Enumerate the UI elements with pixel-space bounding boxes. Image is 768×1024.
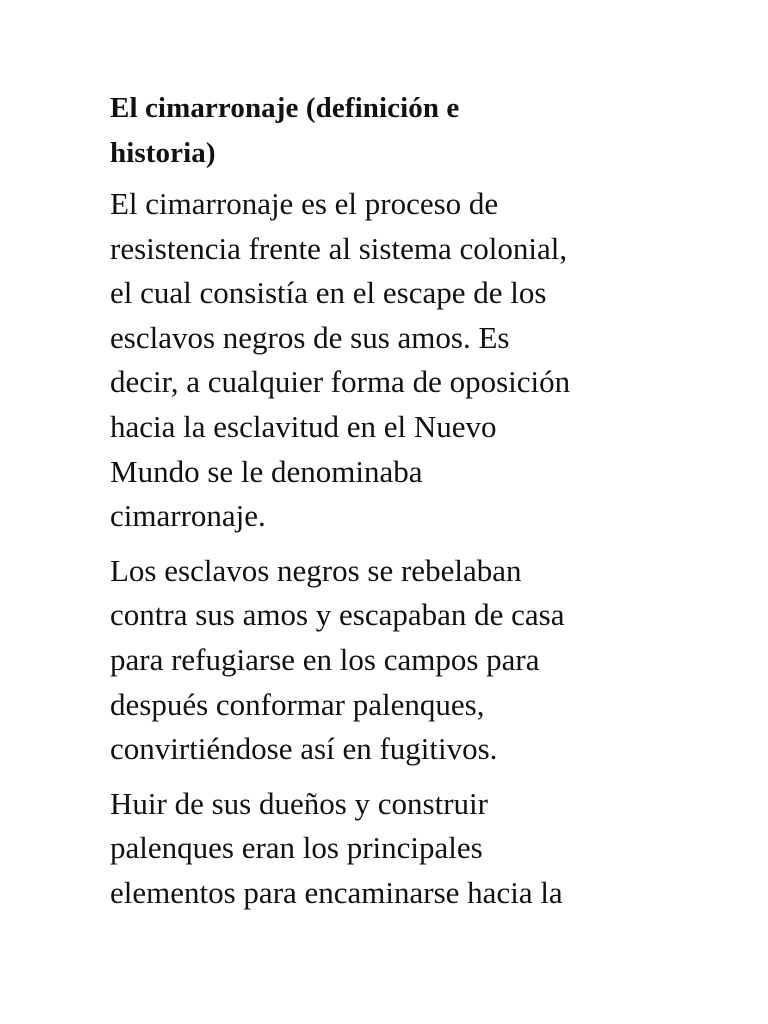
text-line: el cual consistía en el escape de los: [110, 275, 547, 311]
paragraph-rebellion: [110, 549, 655, 772]
title-line: El cimarronaje (definición e: [110, 92, 460, 124]
text-line: esclavos negros de sus amos. Es: [110, 319, 510, 355]
text-line: hacia la esclavitud en el Nuevo: [110, 408, 497, 444]
text-line: contra sus amos y escapaban de casa: [110, 597, 565, 633]
text-line: convirtiéndose así en fugitivos.: [110, 731, 498, 767]
title-line: historia): [110, 137, 216, 169]
paragraph-escape: [110, 782, 655, 916]
text-line: Huir de sus dueños y construir: [110, 785, 488, 821]
text-line: elementos para encaminarse hacia la: [110, 874, 563, 910]
document-page: [110, 86, 655, 916]
text-line: decir, a cualquier forma de oposición: [110, 364, 571, 400]
document-title: [110, 86, 655, 176]
text-line: El cimarronaje es el proceso de: [110, 186, 499, 221]
paragraph-definition: [110, 182, 655, 539]
text-line: después conformar palenques,: [110, 686, 485, 722]
text-line: Mundo se le denominaba: [110, 453, 423, 489]
text-line: cimarronaje.: [110, 498, 266, 534]
text-line: resistencia frente al sistema colonial,: [110, 230, 568, 266]
text-line: palenques eran los principales: [110, 830, 483, 866]
text-line: para refugiarse en los campos para: [110, 641, 540, 677]
text-line: Los esclavos negros se rebelaban: [110, 552, 522, 588]
